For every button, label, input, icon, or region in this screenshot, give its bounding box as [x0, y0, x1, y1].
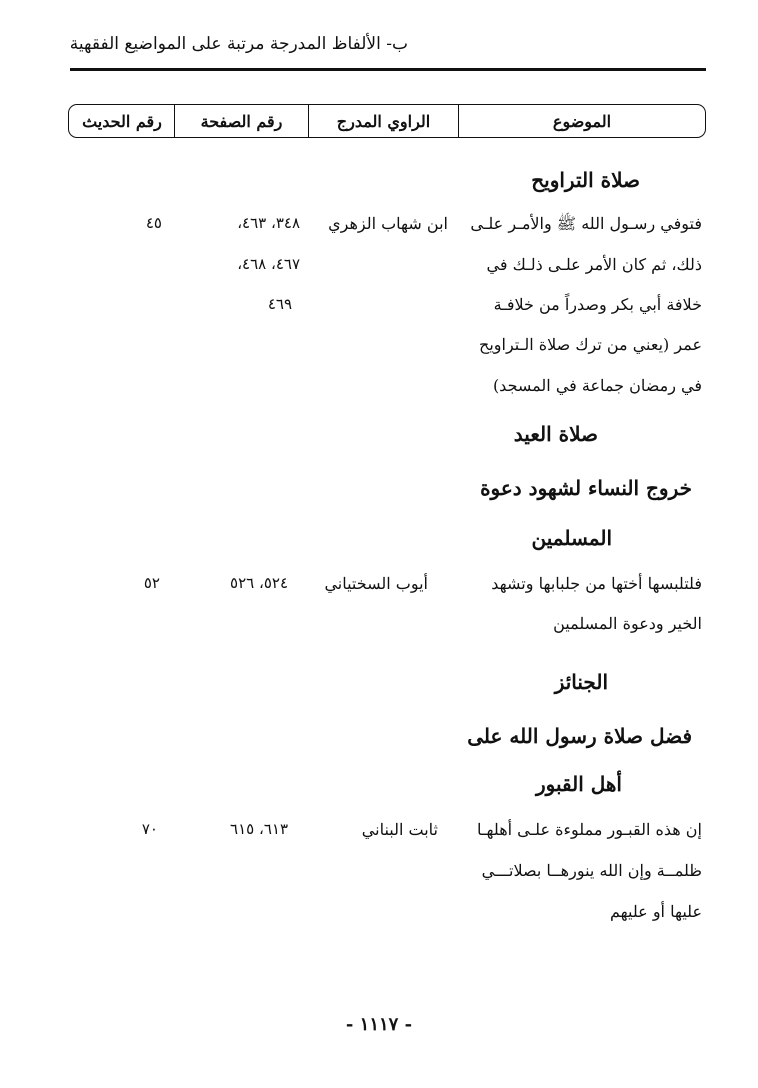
section-title-taraweeh: صلاة التراويح: [531, 168, 640, 192]
entry-1-line-3: خلافة أبي بكر وصدراً من خلافـة: [493, 295, 702, 314]
header-hadith-number: رقم الحديث: [70, 105, 175, 137]
entry-1-hadith-number: ٤٥: [145, 214, 162, 232]
section-title-janaiz: الجنائز: [554, 670, 608, 694]
header-topic: الموضوع: [552, 111, 612, 131]
entry-2-line-1: فلتلبسها أختها من جلبابها وتشهد: [491, 574, 702, 593]
header-page-number: رقم الصفحة: [175, 105, 309, 137]
entry-3-line-2: ظلمــة وإن الله ينورهــا بصلاتـــي: [481, 861, 702, 880]
subsection-janaiz-line-2: أهل القبور: [535, 772, 622, 796]
subsection-eid-line-1: خروج النساء لشهود دعوة: [480, 476, 692, 500]
entry-2-hadith-number: ٥٢: [143, 574, 160, 592]
entry-1-narrator: ابن شهاب الزهري: [328, 214, 448, 233]
entry-3-line-1: إن هذه القبـور مملوءة علـى أهلهـا: [476, 820, 702, 839]
subsection-janaiz-line-1: فضل صلاة رسول الله على: [467, 724, 692, 748]
entry-2-line-2: الخير ودعوة المسلمين: [553, 614, 702, 633]
running-head: ب- الألفاظ المدرجة مرتبة على المواضيع الفقهية: [69, 34, 408, 54]
entry-1-page-line-3: ٤٦٩: [267, 295, 292, 313]
entry-1-page-line-1: ٣٤٨، ٤٦٣،: [237, 214, 300, 232]
subsection-eid-line-2: المسلمين: [531, 526, 612, 550]
section-title-eid: صلاة العيد: [513, 422, 598, 446]
header-narrator: الراوي المدرج: [309, 105, 459, 137]
entry-3-narrator: ثابت البناني: [361, 820, 438, 839]
page-number: - ١١١٧ -: [345, 1014, 413, 1035]
entry-1-page-line-2: ٤٦٧، ٤٦٨،: [237, 255, 300, 273]
entry-1-line-4: عمر (يعني من ترك صلاة الـتراويح: [479, 335, 702, 354]
table-header: [68, 104, 706, 138]
entry-2-pages: ٥٢٤، ٥٢٦: [230, 574, 288, 592]
entry-1-line-1: فتوفي رسـول الله ﷺ والأمـر علـى: [470, 214, 702, 233]
entry-3-line-3: عليها أو عليهم: [610, 902, 702, 921]
entry-3-hadith-number: ٧٠: [141, 820, 158, 838]
header-rule: [70, 68, 706, 71]
entry-1-line-2: ذلك، ثم كان الأمر علـى ذلـك في: [486, 255, 702, 274]
entry-3-pages: ٦١٣، ٦١٥: [230, 820, 288, 838]
entry-1-line-5: في رمضان جماعة في المسجد): [492, 376, 702, 395]
entry-2-narrator: أيوب السختياني: [324, 574, 428, 593]
